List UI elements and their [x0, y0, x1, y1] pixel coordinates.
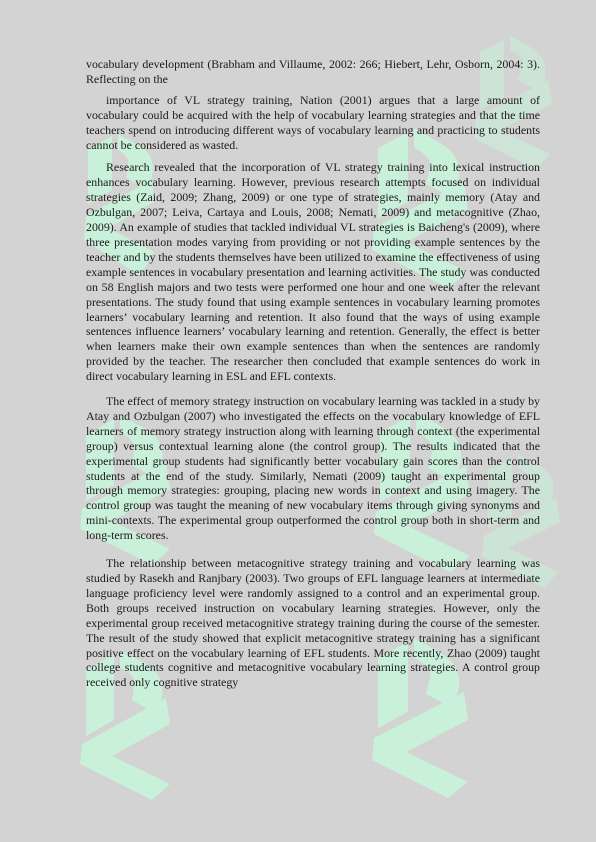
paragraph-vl-training-importance: importance of VL strategy training, Nation (2001) argues that a large amount of vocabulary could be acquired with the help of vocabulary learning strategies and that the time teachers spend on introducing different ways of vocabulary learning and practicing to students cannot be considered as wasted.	[86, 92, 540, 152]
paragraph-research-strategies: Research revealed that the incorporation of VL strategy training into lexical instruction enhances vocabulary learning. However, previous research attempts focused on individual strategies (Zaid, 2009; Zhang, 2009) or one type of strategies, mainly memory (Atay and Ozbulgan, 2007; Leiva, Cartaya and Louis, 2008; Nemati, 2009) and metacognitive (Zhao, 2009). An example of studies that tackled individual VL strategies is Baicheng's (2009), where three presentation modes varying from providing or not providing example sentences by the teacher and by the students themselves have been utilized to examine the effectiveness of using example sentences in vocabulary presentation and learning activities. The study was conducted on 58 English majors and two tests were performed one hour and one week after the relevant presentations. The study found that using example sentences in vocabulary learning promotes learners’ vocabulary learning and retention. It also found that the ways of using example sentences influence learners’ vocabulary learning and retention. Generally, the effect is better when learners make their own example sentences than when the sentences are randomly provided by the teacher. The researcher then concluded that example sentences do work in direct vocabulary learning in ESL and EFL contexts.	[86, 160, 540, 384]
body-text	[86, 57, 540, 690]
paragraph-metacognitive-strategy: The relationship between metacognitive strategy training and vocabulary learning was studied by Rasekh and Ranjbary (2003). Two groups of EFL language learners at intermediate language proficiency level were randomly assigned to a control and an experimental group. Both groups received instruction on vocabulary learning strategies. However, only the experimental group received metacognitive strategy training during the course of the semester. The result of the study showed that explicit metacognitive strategy training has a significant positive effect on the vocabulary learning of EFL students. More recently, Zhao (2009) taught college students cognitive and metacognitive vocabulary learning strategies. A control group received only cognitive strategy	[86, 556, 540, 690]
paragraph-memory-strategy: The effect of memory strategy instruction on vocabulary learning was tackled in a study by Atay and Ozbulgan (2007) who investigated the effects on the vocabulary knowledge of EFL learners of memory strategy instruction along with learning through context (the experimental group) versus contextual learning alone (the control group). The results indicated that the experimental group students had significantly better vocabulary gain scores than the control students at the end of the study. Similarly, Nemati (2009) taught an experimental group through memory strategies: grouping, placing new words in context and using imagery. The control group was taught the meaning of new vocabulary items through giving synonyms and mini-contexts. The experimental group outperformed the control group both in short-term and long-term scores.	[86, 394, 540, 543]
paragraph-continuation: vocabulary development (Brabham and Villaume, 2002: 266; Hiebert, Lehr, Osborn, 2004: 3). Reflecting on the	[86, 57, 540, 86]
